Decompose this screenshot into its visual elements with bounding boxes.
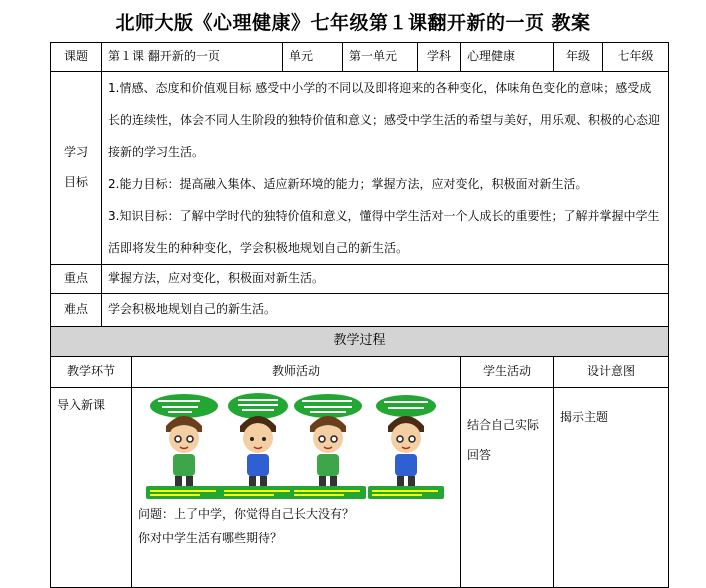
topic-label: 课题 — [51, 43, 102, 72]
grade-label: 年级 — [554, 43, 603, 72]
objectives-row — [51, 72, 669, 265]
col-stage: 教学环节 — [51, 357, 132, 388]
objectives-label-line1: 学习 — [63, 145, 88, 160]
unit-value: 第一单元 — [343, 43, 418, 72]
lesson-plan-table — [50, 42, 669, 588]
col-teacher: 教师活动 — [132, 357, 461, 388]
objective-emotional: 1.情感、态度和价值观目标 感受中小学的不同以及即将迎来的各种变化，体味角色变化的意味；感受成长的连续性，体会不同人生阶段的独特价值和意义；感受中学生活的希望与美好，用乐观、积极的心态迎接新的学习生活。 — [108, 81, 661, 159]
objectives-content — [102, 72, 669, 265]
intro-teacher-activity — [132, 388, 461, 588]
unit-label: 单元 — [283, 43, 343, 72]
objective-ability: 2.能力目标：提高融入集体、适应新环境的能力；掌握方法，应对变化，积极面对新生活。 — [108, 177, 588, 191]
cartoon-students-illustration — [138, 392, 454, 500]
col-student: 学生活动 — [461, 357, 554, 388]
intro-row — [51, 388, 669, 588]
intro-stage: 导入新课 — [51, 388, 132, 588]
student-4-illustration — [366, 392, 446, 500]
intro-question-2: 你对中学生活有哪些期待？ — [138, 531, 283, 545]
subject-value: 心理健康 — [461, 43, 554, 72]
col-intent: 设计意图 — [554, 357, 669, 388]
key-point-value: 掌握方法，应对变化，积极面对新生活。 — [102, 265, 669, 294]
grade-value: 七年级 — [603, 43, 669, 72]
key-point-label: 重点 — [51, 265, 102, 294]
intro-design-intent: 揭示主题 — [554, 388, 669, 588]
info-row — [51, 43, 669, 72]
process-header-row — [51, 327, 669, 357]
student-2-illustration — [218, 392, 298, 500]
difficulty-label: 难点 — [51, 294, 102, 327]
subject-label: 学科 — [418, 43, 461, 72]
document-title: 北师大版《心理健康》七年级第１课翻开新的一页 教案 — [115, 12, 591, 34]
topic-value: 第１课 翻开新的一页 — [102, 43, 283, 72]
objectives-label-line2: 目标 — [63, 175, 88, 189]
objectives-label — [51, 72, 102, 265]
key-point-row — [51, 265, 669, 294]
student-1-illustration — [144, 392, 224, 500]
intro-question-1: 问题：上了中学，你觉得自己长大没有？ — [138, 507, 355, 521]
difficulty-value: 学会积极地规划自己的新生活。 — [102, 294, 669, 327]
process-header: 教学过程 — [51, 327, 669, 357]
student-3-illustration — [288, 392, 368, 500]
intro-student-activity: 结合自己实际回答 — [461, 388, 554, 588]
objective-knowledge: 3.知识目标：了解中学时代的独特价值和意义，懂得中学生活对一个人成长的重要性；了解并掌握中学生活即将发生的种种变化，学会积极地规划自己的新生活。 — [108, 209, 660, 255]
process-columns-row — [51, 357, 669, 388]
difficulty-row — [51, 294, 669, 327]
